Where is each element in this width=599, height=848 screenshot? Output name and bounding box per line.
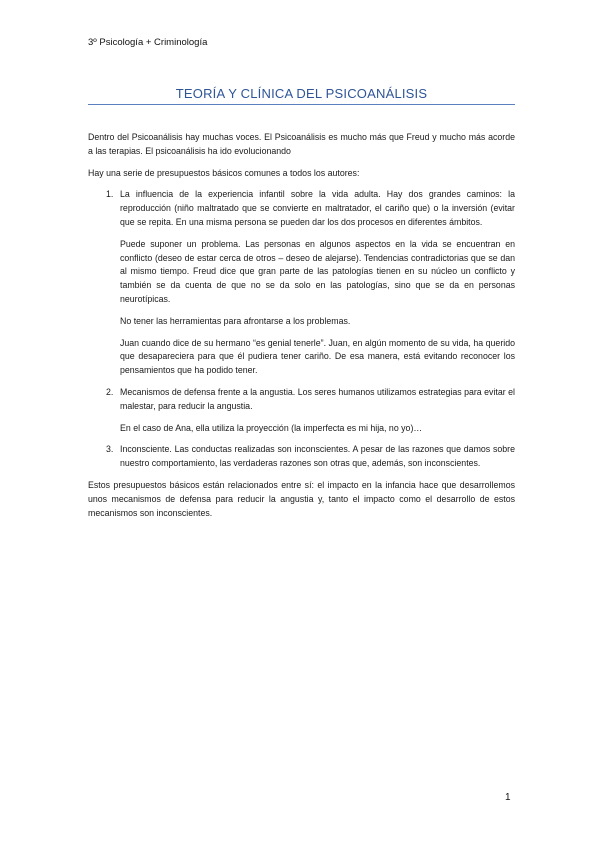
title-underline bbox=[88, 104, 515, 105]
list-item-number: 3. bbox=[106, 444, 114, 455]
conclusion-paragraph: Estos presupuestos básicos están relacionados entre sí: el impacto en la infancia hace que desarrollemos unos mecanismos de defensa para reducir la angustia y, tanto el impacto como el desarrollo de estos mecanismos son inconscientes. bbox=[88, 479, 515, 518]
list-item-number: 1. bbox=[106, 189, 114, 200]
list-item-paragraph: Puede suponer un problema. Las personas en algunos aspectos en la vida se encuentran en conflicto (deseo de estar cerca de otros – deseo de alejarse). Tendencias contradictorias que se dan al mismo tiempo. Freud dice que gran parte de las patologías tienen en su núcleo un conflicto y también se da cuenta de que no se da solo en las patologías, sino que se da en personas neurotípicas. bbox=[120, 238, 515, 304]
list-item-paragraph: Juan cuando dice de su hermano “es genial tenerle”. Juan, en algún momento de su vida, ha querido que desapareciera para que él pudiera tener cariño. De esa manera, está evitando reconocer los pensamientos que ha podido tener. bbox=[120, 337, 515, 376]
presupuestos-list bbox=[88, 188, 515, 471]
intro-paragraph: Dentro del Psicoanálisis hay muchas voces. El Psicoanálisis es mucho más que Freud y mucho más acorde a las terapias. El psicoanálisis ha ido evolucionando bbox=[88, 132, 515, 156]
intro-paragraph: Hay una serie de presupuestos básicos comunes a todos los autores: bbox=[88, 167, 360, 178]
list-item-paragraph: Inconsciente. Las conductas realizadas son inconscientes. A pesar de las razones que damos sobre nuestro comportamiento, las verdaderas razones son otras que, además, son inconscientes. bbox=[120, 444, 515, 469]
list-item bbox=[88, 386, 515, 435]
document-title: TEORÍA Y CLÍNICA DEL PSICOANÁLISIS bbox=[175, 86, 428, 101]
list-item-number: 2. bbox=[106, 386, 114, 397]
page-number: 1 bbox=[505, 792, 511, 803]
list-item-paragraph: La influencia de la experiencia infantil sobre la vida adulta. Hay dos grandes caminos: la reproducción (niño maltratado que se convierte en maltratador, el cariño que) o la inversión (evitar que se repita. En una misma persona se pueden dar los dos procesos en diferentes ámbitos. bbox=[120, 189, 515, 227]
document-body bbox=[88, 131, 515, 528]
list-item-paragraph: Mecanismos de defensa frente a la angustia. Los seres humanos utilizamos estrategias para evitar el malestar, para reducir la angustia. bbox=[120, 386, 515, 411]
list-item bbox=[88, 188, 515, 378]
list-item-paragraph: No tener las herramientas para afrontarse a los problemas. bbox=[120, 315, 351, 326]
list-item bbox=[88, 443, 515, 471]
page-header: 3º Psicología + Criminología bbox=[88, 37, 208, 48]
list-item-paragraph: En el caso de Ana, ella utiliza la proyección (la imperfecta es mi hija, no yo)… bbox=[120, 422, 423, 433]
